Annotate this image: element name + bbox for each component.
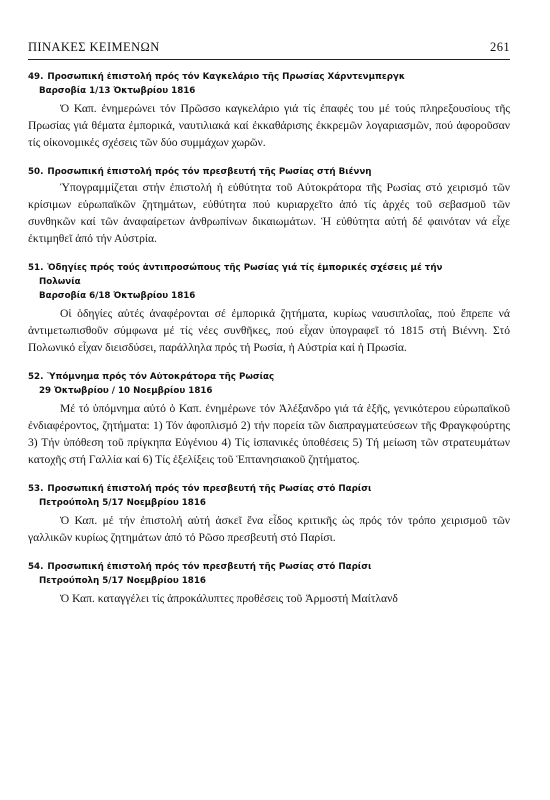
entry-title [28,560,510,574]
entry-title [28,165,510,179]
entry-title-text: Προσωπική ἐπιστολή πρός τόν πρεσβευτή τῆς Ρωσίας στό Παρίσι [47,484,372,494]
entry-summary: Ὁ Καπ. ἐνημερώνει τόν Πρῶσσο καγκελάριο γιά τίς ἐπαφές του μέ τούς πληρεξουσίους τῆς Πρωσίας γιά θέματα ἐμπορικά, ναυτιλιακά καί ἐκκαθάρισης ἐκκρεμῶν λογαριασμῶν, πού ἀφοροῦσαν τίς οἰκονομικές σχέσεις τῶν δύο συμμάχων χωρῶν. [28,102,510,149]
entry-50 [28,165,510,247]
entry-title [28,261,510,289]
entry-number: 53. [28,484,44,494]
document-body [28,70,510,621]
entry-title-continuation: Πολωνία [39,277,81,287]
entry-title-text: Προσωπική ἐπιστολή πρός τόν πρεσβευτή τῆς Ρωσίας στή Βιέννη [47,167,372,177]
entry-title-text: Προσωπική ἐπιστολή πρός τόν Καγκελάριο τῆς Πρωσίας Χάρντενμπεργκ [47,72,406,82]
running-title: ΠΙΝΑΚΕΣ ΚΕΙΜΕΝΩΝ [28,40,160,54]
entry-number: 50. [28,167,44,177]
entry-summary: Ὁ Καπ. καταγγέλει τίς ἀπροκάλυπτες προθέσεις τοῦ Ἁρμοστή Μαίτλανδ [60,592,398,605]
header-rule [28,59,510,60]
entry-number: 51. [28,263,44,273]
entry-title [28,70,510,84]
entry-summary: Μέ τό ὑπόμνημα αὐτό ὁ Καπ. ἐνημέρωνε τόν Ἀλέξανδρο γιά τά ἑξῆς, γενικότερου εὐρωπαϊκοῦ ἐνδιαφέροντος, ζητήματα: 1) Τόν ἀφοπλισμό 2) τήν πορεία τῶν διαπραγματεύσεων τῆς Φραγκφούρτης 3) Τήν ὑπόθεση τοῦ πρίγκηπα Εὐγένιου 4) Τίς ἱσπανικές ὑποθέσεις 5) Τή μείωση τῶν στρατευμάτων κατοχῆς στή Γαλλία καί 6) Τίς ἐξελίξεις τοῦ Ἑπτανησιακοῦ ζητήματος. [28,402,510,466]
entry-title [28,482,510,496]
entry-number: 52. [28,372,44,382]
page-number: 261 [490,40,510,54]
entry-52 [28,370,510,468]
entry-summary: Ὁ Καπ. μέ τήν ἐπιστολή αὐτή ἀσκεῖ ἕνα εἶδος κριτικῆς ὡς πρός τόν τρόπο χειρισμοῦ τῶν γαλλικῶν κυρίως ζητημάτων ἀπό τό Ρῶσο πρεσβευτή στό Παρίσι. [28,514,510,544]
entry-number: 49. [28,72,44,82]
entry-date: Βαρσοβία 6/18 Ὀκτωβρίου 1816 [39,291,196,301]
entry-date: Πετρούπολη 5/17 Νοεμβρίου 1816 [39,576,206,586]
entry-number: 54. [28,562,44,572]
entry-53 [28,482,510,546]
entry-date: Βαρσοβία 1/13 Ὀκτωβρίου 1816 [39,86,196,96]
entry-date: Πετρούπολη 5/17 Νοεμβρίου 1816 [39,498,206,508]
page-header [28,40,510,55]
entry-51 [28,261,510,356]
entry-title-text: Προσωπική ἐπιστολή πρός τόν πρεσβευτή τῆς Ρωσίας στό Παρίσι [47,562,372,572]
entry-summary: Οἱ ὁδηγίες αὐτές ἀναφέρονται σέ ἐμπορικά ζητήματα, κυρίως ναυσιπλοΐας, πού ἔπρεπε νά ἀντιμετωπισθοῦν σύμφωνα μέ τίς νέες συνθῆκες, πού εἶχαν ὑπογραφεῖ τό 1815 στή Βιέννη. Στό Πολωνικό εἶχαν διεισδύσει, παράλληλα πρός τή Ρωσία, ἡ Αὐστρία καί ἡ Πρωσία. [28,307,510,354]
entry-title [28,370,510,384]
entry-54 [28,560,510,607]
entry-summary: Ὑπογραμμίζεται στήν ἐπιστολή ἡ εὐθύτητα τοῦ Αὐτοκράτορα τῆς Ρωσίας στό χειρισμό τῶν κρίσιμων εὐρωπαϊκῶν ζητημάτων, εὐθύτητα πού κυριαρχεῖτο ἀπό τίς ἀρχές τοῦ σεβασμοῦ τῶν συνθηκῶν καί τῶν ἀναφαίρετων ἀνθρωπίνων δικαιωμάτων. Ἡ εὐθύτητα αὐτή δέ φαινόταν νά εἶχε ἐκτιμηθεῖ ἀπό τήν Αὐστρία. [28,181,510,245]
entry-title-text: Ὑπόμνημα πρός τόν Αὐτοκράτορα τῆς Ρωσίας [47,372,275,382]
entry-date: 29 Ὀκτωβρίου / 10 Νοεμβρίου 1816 [39,386,213,396]
entry-title-text: Ὁδηγίες πρός τούς ἀντιπροσώπους τῆς Ρωσίας γιά τίς ἐμπορικές σχέσεις μέ τήν [47,263,443,273]
entry-49 [28,70,510,151]
